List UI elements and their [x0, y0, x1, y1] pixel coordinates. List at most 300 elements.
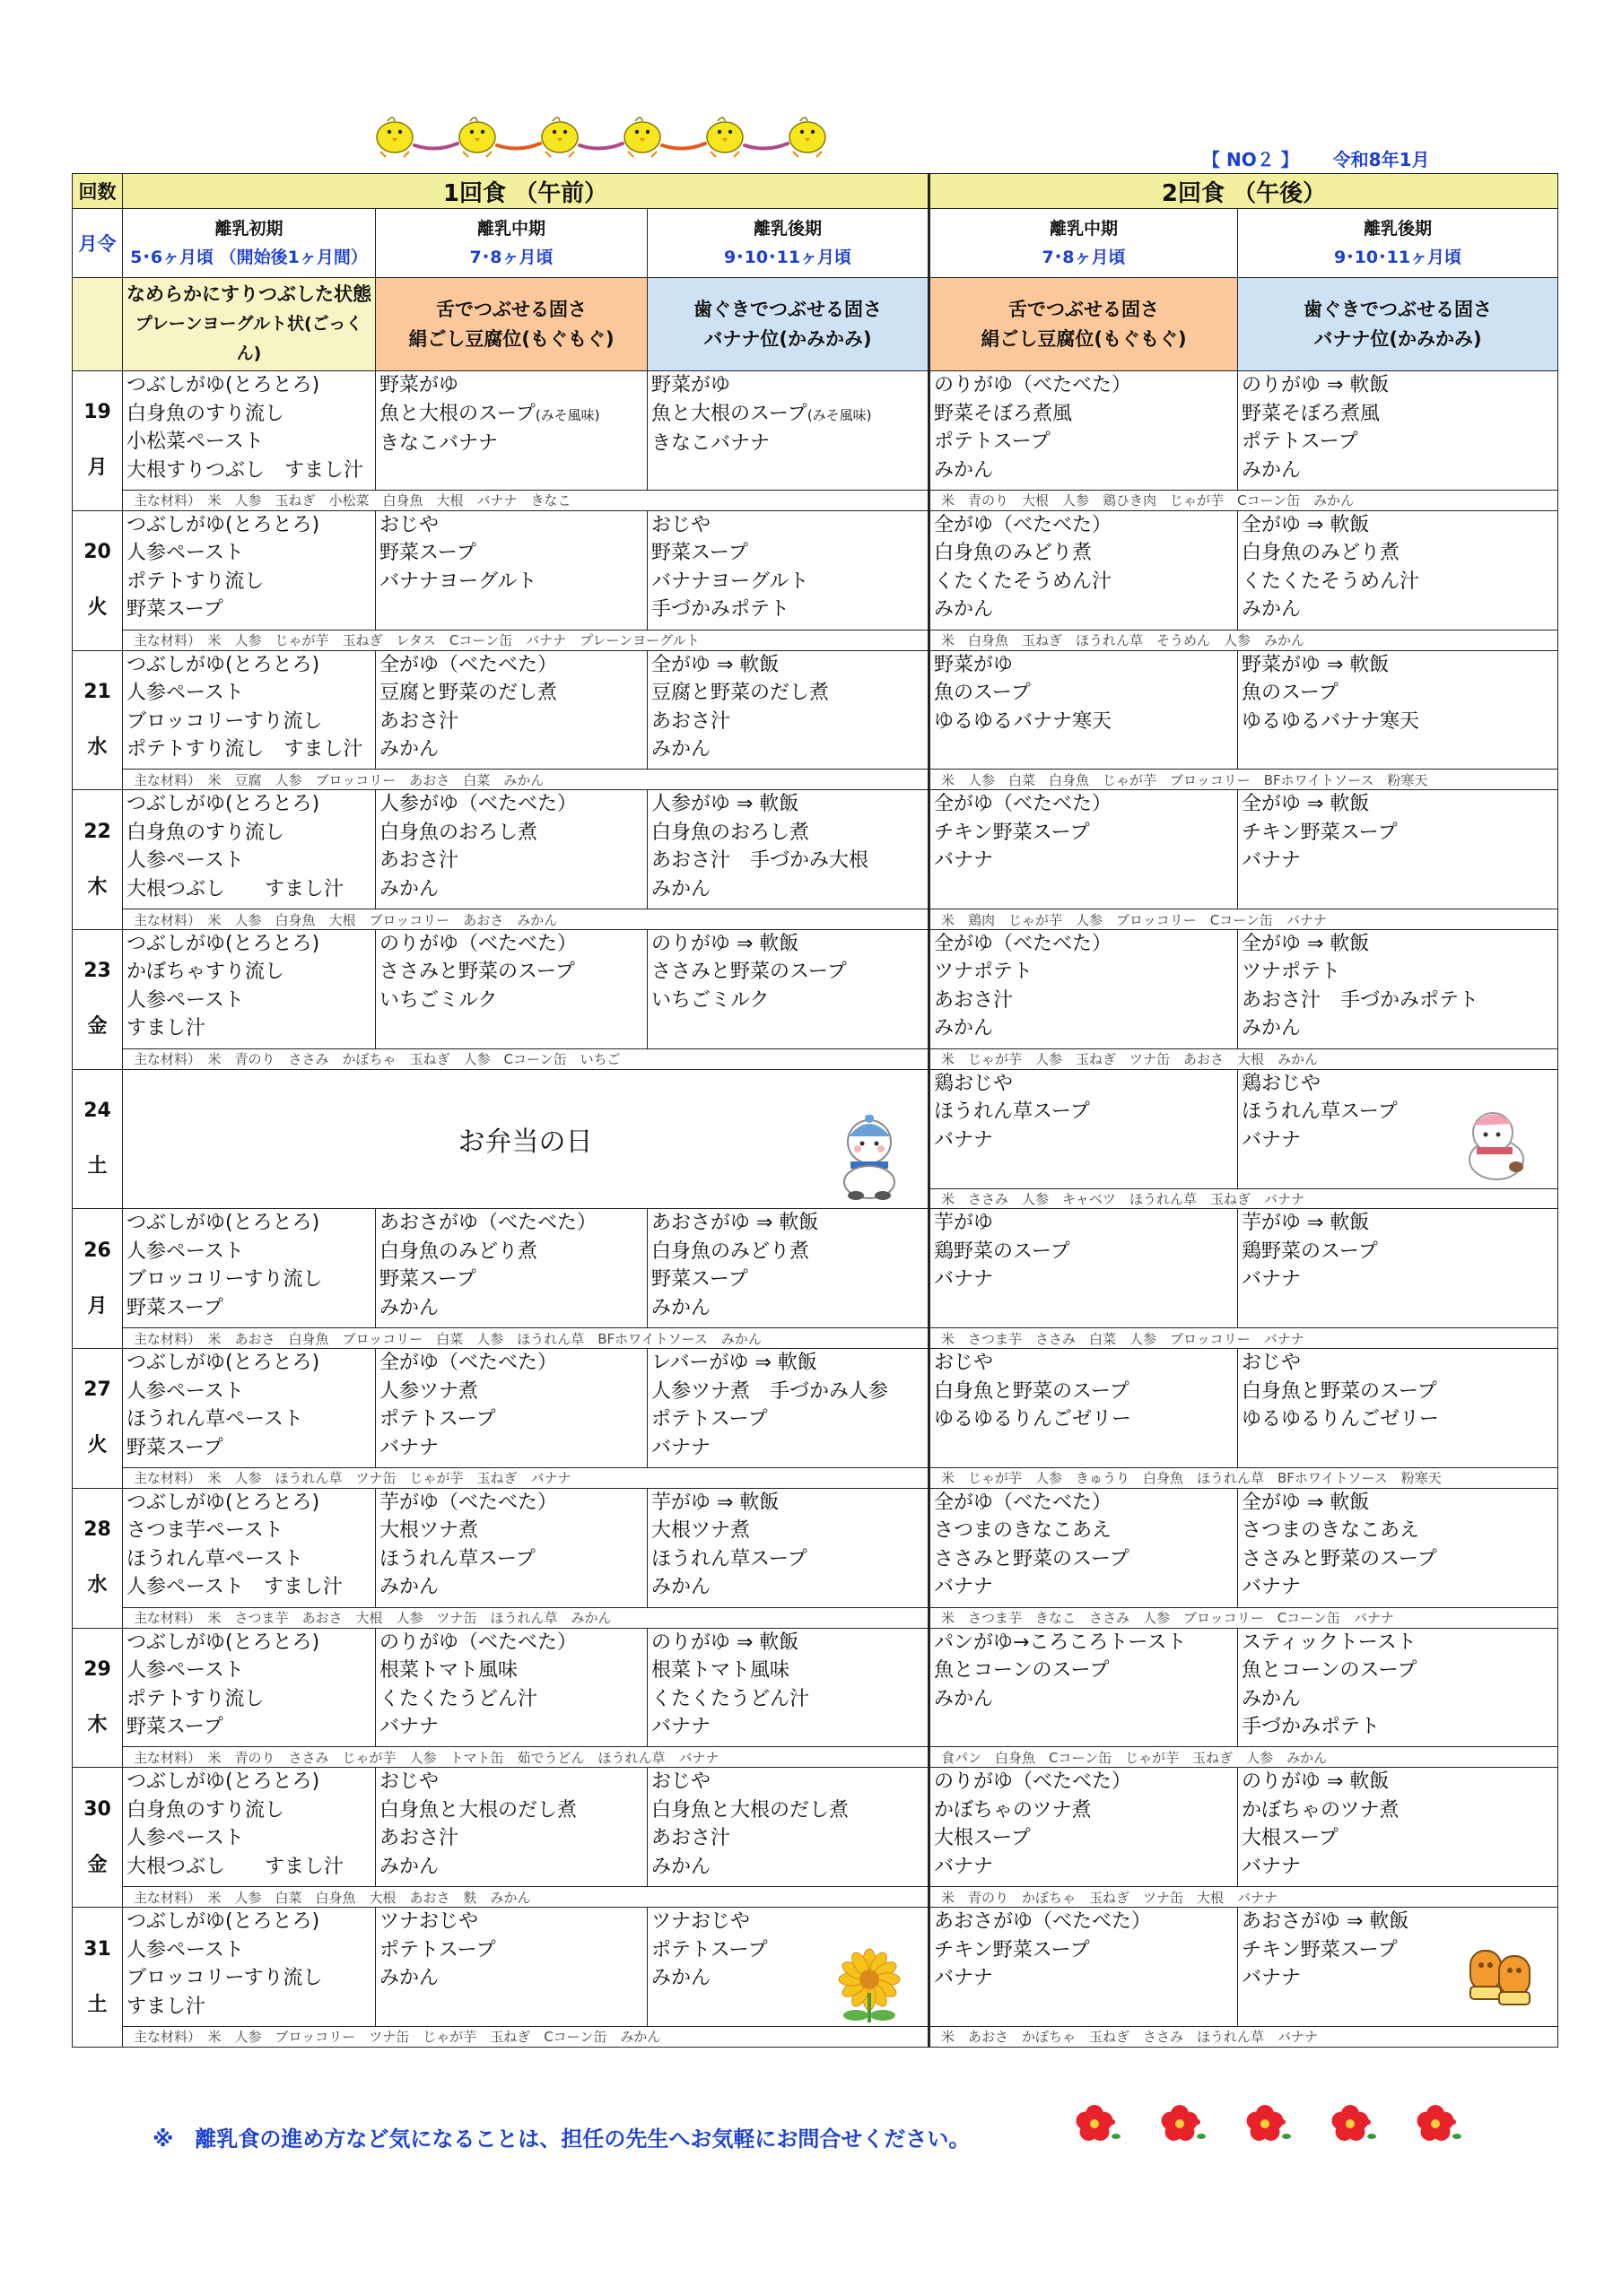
menu-cell-c4 — [929, 1488, 1238, 1607]
menu-line: 大根すりつぶし すまし汁 — [126, 458, 364, 482]
texture-header: なめらかにすりつぶした状態 プレーンヨーグルト状(ごっくん) — [123, 278, 376, 371]
menu-line: 野菜スープ — [651, 1268, 748, 1292]
menu-line: かぼちゃのツナ煮 — [1242, 1798, 1400, 1822]
menu-line: 大根つぶし すまし汁 — [126, 877, 344, 900]
menu-line: 芋がゆ — [934, 1212, 994, 1235]
ingredients-meal1: 主な材料） 米 さつま芋 あおさ 大根 人参 ツナ缶 ほうれん草 みかん — [123, 1607, 929, 1628]
menu-cell-c1 — [123, 929, 376, 1048]
menu-line: 大根つぶし すまし汁 — [126, 1855, 344, 1878]
menu-cell-c4 — [929, 1768, 1238, 1887]
menu-line: のりがゆ ⇒ 軟飯 — [1242, 1770, 1390, 1794]
menu-cell-c5 — [1238, 1069, 1558, 1188]
menu-line: 人参ペースト — [126, 542, 244, 565]
menu-line: くたくたそうめん汁 — [934, 570, 1112, 593]
menu-cell-c3 — [648, 1488, 929, 1607]
menu-cell-c5 — [1238, 929, 1558, 1048]
menu-line: ゆるゆるりんごゼリー — [934, 1408, 1132, 1431]
menu-cell-c1 — [123, 1488, 376, 1607]
day-number: 20 — [83, 541, 111, 564]
menu-line: 鶏おじや — [1242, 1072, 1321, 1095]
texture-spacer — [73, 278, 123, 371]
menu-line: つぶしがゆ(とろとろ) — [126, 513, 320, 536]
menu-line: 人参ペースト — [126, 1938, 244, 1961]
menu-line: 白身魚と野菜のスープ — [934, 1379, 1129, 1403]
menu-line: みかん — [651, 1967, 711, 1989]
menu-line: 白身魚のみどり煮 — [379, 1239, 538, 1263]
day-label — [73, 371, 123, 511]
menu-line: 野菜がゆ ⇒ 軟飯 — [1242, 653, 1390, 676]
menu-cell-c4 — [929, 790, 1238, 909]
menu-line: のりがゆ（べたべた） — [379, 1631, 578, 1654]
day-of-week: 月 — [87, 1294, 108, 1318]
menu-line: おじや — [651, 513, 711, 536]
menu-line: みかん — [1242, 458, 1302, 482]
ingredients-row — [73, 1747, 1558, 1768]
day-row — [73, 1488, 1558, 1607]
menu-line: バナナ — [1242, 849, 1302, 873]
menu-cell-c2 — [376, 1628, 648, 1747]
menu-cell-c2 — [376, 1488, 648, 1607]
menu-line: おじや — [1242, 1352, 1302, 1375]
menu-line: バナナ — [1242, 1967, 1302, 1989]
ingredients-row — [73, 1887, 1558, 1908]
menu-line: 野菜スープ — [126, 1716, 223, 1739]
menu-line: ブロッコリーすり流し — [126, 1967, 323, 1989]
menu-line: チキン野菜スープ — [1242, 1938, 1398, 1961]
footer-note: ※ 離乳食の進め方など気になることは、担任の先生へお気軽にお問合せください。 — [153, 2126, 971, 2152]
menu-line: 人参ペースト — [126, 1239, 244, 1263]
menu-line: ポテトスープ — [379, 1408, 496, 1431]
menu-line: 人参がゆ ⇒ 軟飯 — [651, 793, 799, 816]
menu-line: ポテトすり流し すまし汁 — [126, 738, 363, 761]
day-of-week: 月 — [87, 457, 108, 480]
ingredients-meal2: 食パン 白身魚 Cコーン缶 じゃが芋 玉ねぎ 人参 みかん — [929, 1747, 1558, 1768]
menu-line: 野菜がゆ — [379, 374, 459, 397]
menu-line: ポテトスープ — [934, 430, 1051, 454]
menu-line: みかん — [379, 1967, 440, 1989]
count-header: 回数 — [73, 174, 123, 209]
menu-cell-c2 — [376, 1209, 648, 1328]
menu-line: バナナ — [934, 1128, 994, 1152]
menu-line: バナナヨーグルト — [379, 570, 537, 593]
menu-line: 人参ペースト — [126, 988, 244, 1012]
menu-line: ほうれん草スープ — [379, 1547, 536, 1570]
menu-line: つぶしがゆ(とろとろ) — [126, 1910, 320, 1933]
menu-line: みかん — [651, 738, 711, 761]
menu-line: 豆腐と野菜のだし煮 — [379, 682, 558, 705]
menu-line: 人参ツナ煮 — [379, 1379, 479, 1403]
menu-line: バナナ — [651, 1436, 711, 1459]
menu-line: 全がゆ（べたべた） — [934, 932, 1112, 955]
menu-line: のりがゆ ⇒ 軟飯 — [651, 932, 799, 955]
menu-line: あおさ汁 — [651, 709, 731, 733]
day-number: 24 — [83, 1100, 111, 1123]
menu-line: 根菜トマト風味 — [379, 1659, 519, 1683]
menu-line: 野菜スープ — [379, 542, 476, 565]
stage-header: 離乳初期 5･6ヶ月頃 （開始後1ヶ月間） — [123, 209, 376, 278]
menu-line: ゆるゆるりんごゼリー — [1242, 1408, 1440, 1431]
stage-header: 離乳後期 9･10･11ヶ月頃 — [1238, 209, 1558, 278]
day-row — [73, 1069, 1558, 1188]
ingredients-meal2: 米 青のり 大根 人参 鶏ひき肉 じゃが芋 Cコーン缶 みかん — [929, 490, 1558, 510]
menu-cell-c4 — [929, 1628, 1238, 1747]
menu-line: あおさ汁 手づかみ大根 — [651, 849, 869, 873]
menu-line: ほうれん草スープ — [1242, 1100, 1398, 1124]
ingredients-meal1: 主な材料） 米 人参 じゃが芋 玉ねぎ レタス Cコーン缶 バナナ プレーンヨーグルト — [123, 630, 929, 650]
menu-line: 人参ペースト — [126, 1379, 244, 1403]
day-of-week: 金 — [87, 1015, 108, 1039]
menu-line: ほうれん草スープ — [651, 1547, 807, 1570]
menu-cell-c3 — [648, 790, 929, 909]
menu-line: レバーがゆ ⇒ 軟飯 — [651, 1352, 817, 1375]
flower-illustration — [829, 1944, 910, 2024]
texture-header: 舌でつぶせる固さ 絹ごし豆腐位(もぐもぐ) — [376, 278, 648, 371]
menu-line: みかん — [651, 1296, 711, 1319]
mittens-illustration — [1463, 1935, 1539, 2011]
menu-line: ポテトスープ — [651, 1408, 768, 1431]
menu-line: 人参ペースト — [126, 1659, 244, 1683]
ingredients-meal1: 主な材料） 米 人参 白菜 白身魚 大根 あおさ 麩 みかん — [123, 1887, 929, 1908]
menu-line: 大根ツナ煮 — [379, 1519, 479, 1543]
day-number: 19 — [83, 401, 111, 424]
menu-cell-c1 — [123, 1628, 376, 1747]
menu-line: かぼちゃのツナ煮 — [934, 1798, 1092, 1822]
menu-line: くたくたそうめん汁 — [1242, 570, 1420, 593]
menu-line: 豆腐と野菜のだし煮 — [651, 682, 830, 705]
menu-line: 全がゆ ⇒ 軟飯 — [1242, 793, 1370, 816]
menu-cell-c2 — [376, 1768, 648, 1887]
menu-line: ポテトスープ — [651, 1938, 768, 1961]
menu-line: のりがゆ ⇒ 軟飯 — [1242, 374, 1390, 397]
day-of-week: 木 — [87, 875, 108, 899]
day-label — [73, 650, 123, 790]
meal2-header: 2回食 （午後） — [929, 174, 1558, 209]
menu-line: ポテトすり流し — [126, 570, 265, 593]
menu-line: 鶏おじや — [934, 1072, 1014, 1095]
menu-cell-c2 — [376, 1908, 648, 2027]
menu-line: 根菜トマト風味 — [651, 1659, 790, 1683]
ingredients-meal1: 主な材料） 米 青のり ささみ かぼちゃ 玉ねぎ 人参 Cコーン缶 いちご — [123, 1048, 929, 1069]
menu-cell-c1 — [123, 510, 376, 630]
menu-line: ポテトスープ — [1242, 430, 1358, 454]
menu-line: 白身魚のみどり煮 — [934, 542, 1093, 565]
menu-line: 野菜そぼろ煮風 — [934, 402, 1073, 425]
menu-table — [72, 173, 1558, 2048]
menu-line: 白身魚のすり流し — [126, 402, 285, 425]
menu-line: チキン野菜スープ — [934, 1938, 1090, 1961]
day-number: 23 — [83, 960, 111, 983]
menu-line: おじや — [379, 1770, 440, 1794]
day-label — [73, 1349, 123, 1489]
menu-note: (みそ風味) — [807, 406, 872, 423]
day-row — [73, 1908, 1558, 2027]
menu-cell-c4 — [929, 1209, 1238, 1328]
menu-line: かぼちゃすり流し — [126, 961, 285, 984]
menu-line: バナナ — [1242, 1128, 1302, 1152]
ingredients-meal1: 主な材料） 米 人参 ブロッコリー ツナ缶 じゃが芋 玉ねぎ Cコーン缶 みかん — [123, 2026, 929, 2047]
menu-line: 白身魚と野菜のスープ — [1242, 1379, 1437, 1403]
menu-cell-c1 — [123, 650, 376, 770]
menu-line: ツナおじや — [379, 1910, 479, 1933]
day-number: 26 — [83, 1239, 111, 1262]
menu-line: すまし汁 — [126, 1995, 206, 2018]
menu-line: バナナ — [934, 1967, 994, 1989]
menu-line: 白身魚のおろし煮 — [379, 821, 538, 844]
menu-cell-c5 — [1238, 1209, 1558, 1328]
ingredients-meal2: 米 じゃが芋 人参 きゅうり 白身魚 ほうれん草 BFホワイトソース 粉寒天 — [929, 1468, 1558, 1489]
menu-line: バナナヨーグルト — [651, 570, 809, 593]
ingredients-row — [73, 1468, 1558, 1489]
menu-line: すまし汁 — [126, 1017, 206, 1040]
menu-line: あおさがゆ ⇒ 軟飯 — [651, 1212, 819, 1235]
day-number: 22 — [83, 820, 111, 843]
menu-line: あおさ汁 — [651, 1827, 731, 1850]
menu-line: みかん — [651, 877, 711, 900]
day-row — [73, 790, 1558, 909]
menu-line: 魚のスープ — [934, 682, 1031, 705]
menu-cell-c4 — [929, 650, 1238, 770]
menu-cell-c3 — [648, 650, 929, 770]
menu-line: 白身魚のみどり煮 — [651, 1239, 810, 1263]
ingredients-row — [73, 630, 1558, 650]
menu-line: 鶏野菜のスープ — [934, 1239, 1070, 1263]
menu-line: スティックトースト — [1242, 1631, 1417, 1654]
ingredients-meal2: 米 あおさ かぼちゃ 玉ねぎ ささみ ほうれん草 バナナ — [929, 2026, 1558, 2047]
menu-cell-c1 — [123, 1349, 376, 1468]
menu-line: 人参ペースト — [126, 849, 244, 873]
menu-line: 魚とコーンのスープ — [1242, 1659, 1417, 1683]
menu-line: つぶしがゆ(とろとろ) — [126, 1352, 320, 1375]
menu-line: 魚とコーンのスープ — [934, 1659, 1110, 1683]
menu-line: ツナポテト — [1242, 961, 1341, 984]
menu-line: 全がゆ ⇒ 軟飯 — [651, 653, 780, 676]
menu-cell-c4 — [929, 371, 1238, 491]
menu-line: あおさがゆ（べたべた） — [934, 1910, 1152, 1933]
menu-line: みかん — [379, 1296, 440, 1319]
menu-line: ささみと野菜のスープ — [651, 961, 847, 984]
menu-cell-c5 — [1238, 1488, 1558, 1607]
menu-line: みかん — [1242, 1687, 1302, 1710]
menu-line: バナナ — [934, 1576, 994, 1599]
menu-line: 野菜がゆ — [651, 374, 731, 397]
day-label — [73, 1908, 123, 2048]
menu-line: あおさ汁 — [379, 849, 459, 873]
menu-cell-c3 — [648, 1209, 929, 1328]
menu-line: ツナポテト — [934, 961, 1033, 984]
menu-line: つぶしがゆ(とろとろ) — [126, 1212, 320, 1235]
menu-line: 手づかみポテト — [651, 598, 790, 622]
menu-line: あおさ汁 — [379, 1827, 459, 1850]
ingredients-row — [73, 909, 1558, 930]
menu-line: 大根スープ — [1242, 1827, 1339, 1850]
menu-line: 小松菜ペースト — [126, 430, 264, 454]
menu-line: 白身魚と大根のだし煮 — [651, 1798, 850, 1822]
menu-line: ゆるゆるバナナ寒天 — [1242, 709, 1420, 733]
ingredients-meal1: 主な材料） 米 豆腐 人参 ブロッコリー あおさ 白菜 みかん — [123, 770, 929, 790]
menu-line: あおさ汁 手づかみポテト — [1242, 988, 1479, 1012]
menu-cell-c5 — [1238, 1349, 1558, 1468]
issue-number: 【 NO２ 】 — [1202, 149, 1299, 170]
day-row — [73, 371, 1558, 491]
menu-line: 野菜がゆ — [934, 653, 1014, 676]
menu-cell-c1 — [123, 371, 376, 491]
menu-line: バナナ — [934, 849, 994, 873]
menu-line: バナナ — [651, 1716, 711, 1739]
menu-cell-c4 — [929, 929, 1238, 1048]
menu-line: 魚と大根のスープ(みそ風味) — [379, 402, 600, 425]
menu-cell-c3 — [648, 929, 929, 1048]
header-info — [1202, 145, 1464, 171]
day-of-week: 水 — [87, 735, 108, 759]
menu-line: いちごミルク — [651, 988, 770, 1012]
menu-cell-c5 — [1238, 650, 1558, 770]
day-number: 21 — [83, 680, 111, 703]
ingredients-meal2: 米 さつま芋 ささみ 白菜 人参 ブロッコリー バナナ — [929, 1328, 1558, 1349]
day-label — [73, 790, 123, 930]
day-of-week: 土 — [87, 1993, 108, 2016]
menu-line: みかん — [934, 458, 994, 482]
menu-line: あおさ汁 — [379, 709, 459, 733]
ingredients-meal2: 米 ささみ 人参 キャベツ ほうれん草 玉ねぎ バナナ — [929, 1188, 1558, 1209]
day-row — [73, 1768, 1558, 1887]
menu-line: バナナ — [934, 1855, 994, 1878]
menu-cell-c5 — [1238, 1908, 1558, 2027]
menu-cell-c4 — [929, 1349, 1238, 1468]
menu-line: 白身魚のすり流し — [126, 821, 285, 844]
menu-line: 人参ペースト — [126, 1827, 244, 1850]
menu-line: くたくたうどん汁 — [379, 1687, 538, 1710]
snowman-illustration — [838, 1115, 901, 1200]
menu-line: のりがゆ（べたべた） — [934, 1770, 1132, 1794]
menu-line: 魚のスープ — [1242, 682, 1339, 705]
menu-line: あおさがゆ（べたべた） — [379, 1212, 597, 1235]
menu-cell-c1 — [123, 790, 376, 909]
day-of-week: 火 — [87, 1434, 108, 1457]
menu-line: 全がゆ ⇒ 軟飯 — [1242, 932, 1370, 955]
menu-cell-c5 — [1238, 510, 1558, 630]
chick-illustration — [372, 100, 911, 163]
day-label — [73, 1628, 123, 1768]
menu-cell-c3 — [648, 1349, 929, 1468]
menu-line: みかん — [379, 1576, 440, 1599]
ingredients-meal2: 米 人参 白菜 白身魚 じゃが芋 ブロッコリー BFホワイトソース 粉寒天 — [929, 770, 1558, 790]
day-row — [73, 510, 1558, 630]
menu-line: 魚と大根のスープ(みそ風味) — [651, 402, 872, 425]
menu-line: さつまのきなこあえ — [934, 1519, 1112, 1543]
menu-cell-c3 — [648, 1628, 929, 1747]
menu-line: 大根ツナ煮 — [651, 1519, 751, 1543]
menu-cell-c2 — [376, 371, 648, 491]
menu-line: 手づかみポテト — [1242, 1716, 1381, 1739]
menu-line: 白身魚のみどり煮 — [1242, 542, 1400, 565]
menu-line: のりがゆ ⇒ 軟飯 — [651, 1631, 799, 1654]
menu-line: みかん — [1242, 598, 1302, 622]
day-label — [73, 929, 123, 1069]
bento-day-cell — [123, 1069, 929, 1209]
day-of-week: 土 — [87, 1155, 108, 1178]
menu-line: みかん — [379, 877, 440, 900]
day-label — [73, 1768, 123, 1908]
day-row — [73, 650, 1558, 770]
menu-line: のりがゆ（べたべた） — [379, 932, 578, 955]
ingredients-meal1: 主な材料） 米 あおさ 白身魚 ブロッコリー 白菜 人参 ほうれん草 BFホワイトソース みかん — [123, 1328, 929, 1349]
menu-line: さつま芋ペースト — [126, 1519, 283, 1543]
menu-line: みかん — [379, 738, 440, 761]
menu-cell-c2 — [376, 790, 648, 909]
menu-line: バナナ — [1242, 1268, 1302, 1292]
menu-line: 野菜スープ — [651, 542, 748, 565]
menu-cell-c5 — [1238, 371, 1558, 491]
menu-line: ツナおじや — [651, 1910, 751, 1933]
ingredients-row — [73, 490, 1558, 510]
menu-cell-c1 — [123, 1768, 376, 1887]
menu-cell-c1 — [123, 1908, 376, 2027]
menu-cell-c5 — [1238, 790, 1558, 909]
menu-line: つぶしがゆ(とろとろ) — [126, 1631, 320, 1654]
stage-header: 離乳後期 9･10･11ヶ月頃 — [648, 209, 929, 278]
menu-line: 芋がゆ ⇒ 軟飯 — [1242, 1212, 1370, 1235]
menu-line: チキン野菜スープ — [1242, 821, 1398, 844]
menu-line: みかん — [934, 598, 994, 622]
menu-line: 全がゆ ⇒ 軟飯 — [1242, 513, 1370, 536]
month-year: 令和8年1月 — [1332, 149, 1430, 170]
ingredients-meal1: 主な材料） 米 人参 白身魚 大根 ブロッコリー あおさ みかん — [123, 909, 929, 930]
texture-header: 歯ぐきでつぶせる固さ バナナ位(かみかみ) — [648, 278, 929, 371]
menu-line: 白身魚のすり流し — [126, 1798, 285, 1822]
menu-line: 人参ペースト — [126, 682, 244, 705]
day-label — [73, 510, 123, 650]
ingredients-meal2: 米 じゃが芋 人参 玉ねぎ ツナ缶 あおさ 大根 みかん — [929, 1048, 1558, 1069]
menu-note: (みそ風味) — [535, 406, 600, 423]
menu-line: ポテトスープ — [379, 1938, 496, 1961]
menu-line: 全がゆ（べたべた） — [379, 1352, 558, 1375]
menu-line: 白身魚のおろし煮 — [651, 821, 810, 844]
day-of-week: 木 — [87, 1713, 108, 1736]
day-number: 28 — [83, 1518, 111, 1542]
menu-line: ブロッコリーすり流し — [126, 709, 323, 733]
menu-line: つぶしがゆ(とろとろ) — [126, 932, 320, 955]
snowman-illustration — [1459, 1104, 1530, 1185]
month-age-header: 月令 — [73, 209, 123, 278]
ingredients-meal2: 米 青のり かぼちゃ 玉ねぎ ツナ缶 大根 バナナ — [929, 1887, 1558, 1908]
menu-line: つぶしがゆ(とろとろ) — [126, 653, 320, 676]
menu-line: おじや — [934, 1352, 994, 1375]
menu-line: 全がゆ（べたべた） — [934, 793, 1112, 816]
menu-line: 大根スープ — [934, 1827, 1031, 1850]
menu-line: 人参ツナ煮 手づかみ人参 — [651, 1379, 889, 1403]
stage-header: 離乳中期 7･8ヶ月頃 — [376, 209, 648, 278]
menu-cell-c1 — [123, 1209, 376, 1328]
menu-line: ブロッコリーすり流し — [126, 1268, 323, 1292]
menu-line: みかん — [651, 1576, 711, 1599]
menu-cell-c2 — [376, 1349, 648, 1468]
ingredients-row — [73, 1048, 1558, 1069]
menu-line: バナナ — [379, 1716, 440, 1739]
menu-line: 人参ペースト すまし汁 — [126, 1576, 343, 1599]
bento-label: お弁当の日 — [458, 1126, 593, 1159]
ingredients-row — [73, 770, 1558, 790]
menu-line: ゆるゆるバナナ寒天 — [934, 709, 1112, 733]
ingredients-row — [73, 1607, 1558, 1628]
texture-header: 舌でつぶせる固さ 絹ごし豆腐位(もぐもぐ) — [929, 278, 1238, 371]
menu-cell-c3 — [648, 1768, 929, 1887]
menu-cell-c3 — [648, 1908, 929, 2027]
day-label — [73, 1209, 123, 1349]
day-row — [73, 1628, 1558, 1747]
menu-line: 野菜スープ — [126, 598, 223, 622]
menu-line: くたくたうどん汁 — [651, 1687, 810, 1710]
menu-line: いちごミルク — [379, 988, 498, 1012]
